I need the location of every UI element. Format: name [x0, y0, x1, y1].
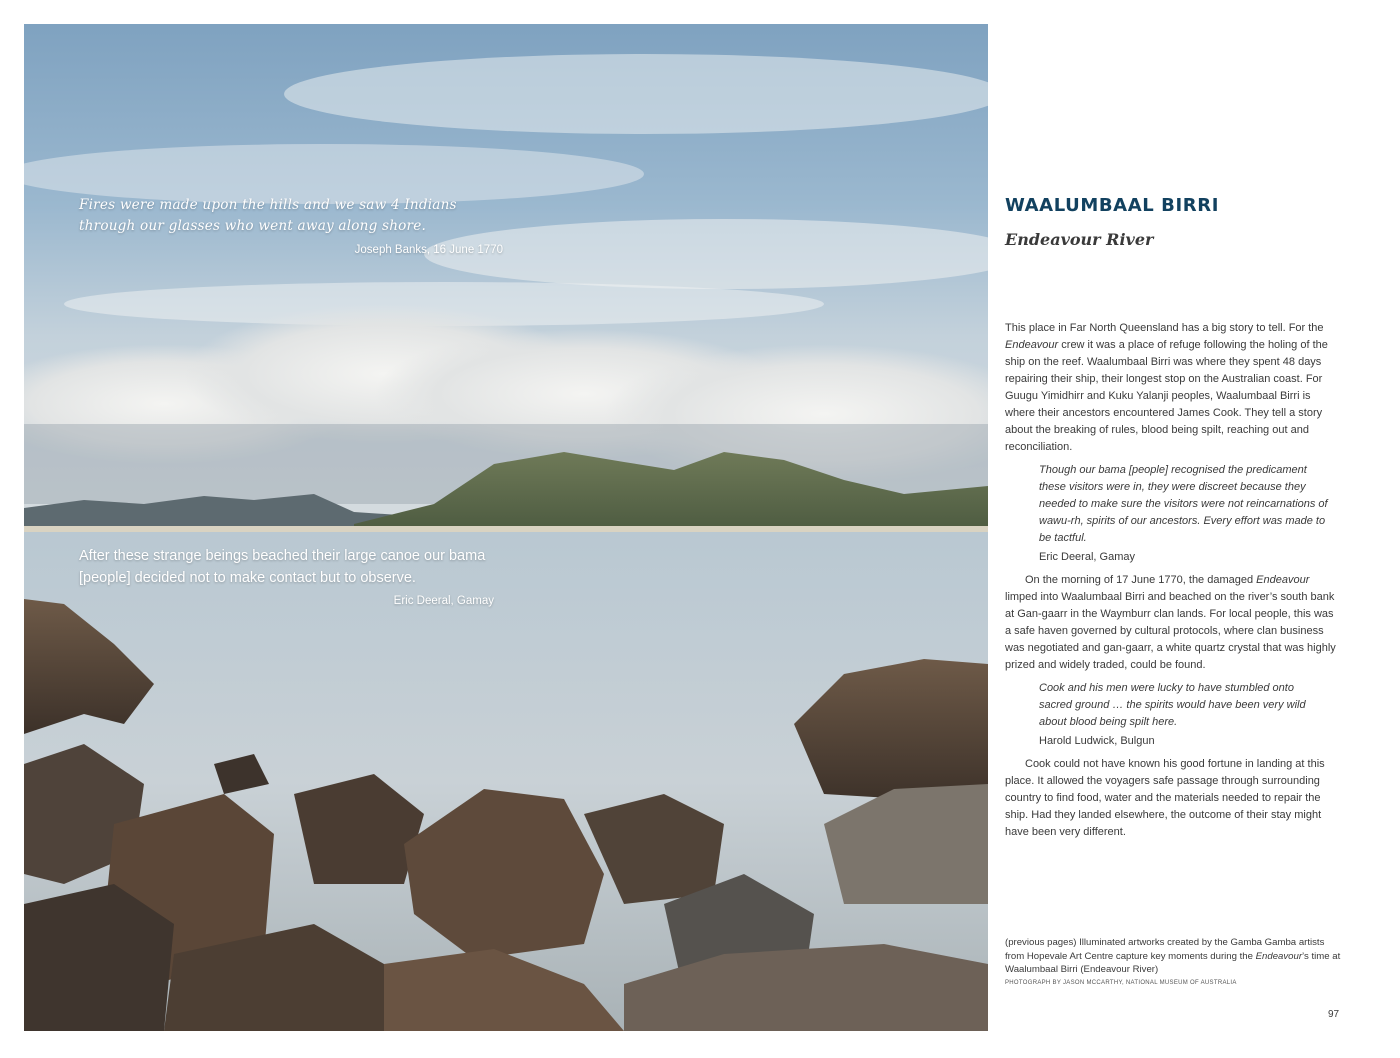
page-title: WAALUMBAAL BIRRI [1005, 195, 1220, 216]
ship-name: Endeavour [1256, 574, 1310, 586]
quote-attribution: Joseph Banks, 16 June 1770 [354, 244, 503, 256]
paragraph [1005, 572, 1338, 674]
block-quote-attribution: Eric Deeral, Gamay [1039, 551, 1135, 563]
photo-credit: PHOTOGRAPH BY JASON MCCARTHY, NATIONAL MUSEUM OF AUSTRALIA [1005, 979, 1237, 986]
text-run: On the morning of 17 June 1770, the damaged [1025, 574, 1257, 586]
text-run: This place in Far North Queensland has a big story to tell. For the [1005, 322, 1324, 334]
quote-text: After these strange beings beached their large canoe our bama [people] decided not to make contact but to observe. [79, 548, 486, 586]
photo-caption [1005, 936, 1345, 990]
quote-text: Fires were made upon the hills and we saw 4 Indians through our glasses who went away along shore. [79, 197, 457, 234]
quote-attribution: Eric Deeral, Gamay [393, 595, 494, 607]
page-number: 97 [1328, 1009, 1340, 1020]
paragraph [1005, 320, 1338, 456]
ship-name: Endeavour [1255, 950, 1303, 962]
page-subtitle: Endeavour River [1005, 230, 1154, 249]
block-quote-attribution: Harold Ludwick, Bulgun [1039, 735, 1155, 747]
text-run: crew it was a place of refuge following the holing of the ship on the reef. Waalumbaal Birri was where they spent 48 days repairing their ship, their longest stop on the Australian coast. For Guugu Yimidhirr and Kuku Yalanji peoples, Waalumbaal Birri is where their ancestors encountered James Cook. They tell a story about the breaking of rules, blood being spilt, reaching out and reconciliation. [1005, 339, 1328, 453]
landscape-photo [24, 24, 988, 1031]
photo-quote-banks [79, 195, 509, 256]
text-run: limped into Waalumbaal Birri and beached on the river’s south bank at Gan-gaarr in the Waymburr clan lands. For local people, this was a safe haven governed by cultural protocols, where clan business was negotiated and gan-gaarr, a white quartz crystal that was highly prized and widely traded, could be found. [1005, 591, 1336, 671]
block-quote: Though our bama [people] recognised the predicament these visitors were in, they were discreet because they needed to make sure the visitors were not reincarnations of wawu-rh, spirits of our ancestors. Every effort was made to be tactful. [1039, 464, 1328, 544]
text-run: (previous pages) Illuminated artworks created by the Gamba Gamba artists from Hopevale Art Centre capture key moments during the [1005, 937, 1325, 962]
photo-quote-deeral [79, 545, 494, 607]
article-body [1005, 320, 1338, 841]
paragraph: Cook could not have known his good fortune in landing at this place. It allowed the voyagers safe passage through surrounding country to find food, water and the materials needed to repair the ship. Had they landed elsewhere, the outcome of their stay might have been very different. [1005, 758, 1325, 838]
block-quote: Cook and his men were lucky to have stumbled onto sacred ground … the spirits would have been very wild about blood being spilt here. [1039, 682, 1306, 728]
text-run: ’s time at Waalumbaal Birri (Endeavour River) [1005, 950, 1341, 975]
ship-name: Endeavour [1005, 339, 1059, 351]
photo-scene [24, 24, 988, 1031]
